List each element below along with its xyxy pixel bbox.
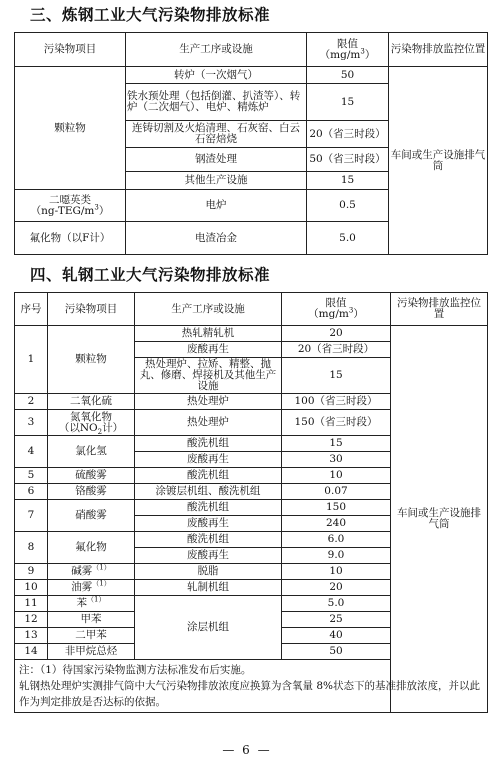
monitor-location-cell: 车间或生产设施排气筒 bbox=[391, 326, 488, 713]
header-pollutant: 污染物项目 bbox=[48, 293, 135, 326]
row-number-cell: 7 bbox=[15, 500, 48, 532]
pollutant-cell: 氟化物 bbox=[48, 532, 135, 564]
row-number-cell: 13 bbox=[15, 628, 48, 644]
limit-cell: 50 bbox=[307, 67, 389, 84]
process-cell: 其他生产设施 bbox=[126, 172, 307, 190]
process-cell: 轧制机组 bbox=[135, 580, 282, 596]
process-cell: 热轧精轧机 bbox=[135, 326, 282, 342]
process-cell: 废酸再生 bbox=[135, 452, 282, 468]
limit-cell: 6.0 bbox=[282, 532, 391, 548]
limit-cell: 40 bbox=[282, 628, 391, 644]
table-row bbox=[15, 67, 488, 84]
header-location: 污染物排放监控位置 bbox=[391, 293, 488, 326]
limit-cell: 240 bbox=[282, 516, 391, 532]
row-number-cell: 2 bbox=[15, 394, 48, 410]
limit-cell: 25 bbox=[282, 612, 391, 628]
process-cell: 酸洗机组 bbox=[135, 500, 282, 516]
limit-cell: 20 bbox=[282, 580, 391, 596]
pollutant-cell: 二噁英类 $(ng-TEG/m^3)$ bbox=[15, 190, 126, 222]
limit-cell: 5.0 bbox=[307, 222, 389, 255]
process-cell: 酸洗机组 bbox=[135, 436, 282, 452]
pollutant-cell: 氯化氢 bbox=[48, 436, 135, 468]
pollutant-cell: 铬酸雾 bbox=[48, 484, 135, 500]
process-cell: 酸洗机组 bbox=[135, 468, 282, 484]
limit-cell: 15 bbox=[282, 436, 391, 452]
header-no: 序号 bbox=[15, 293, 48, 326]
header-pollutant: 污染物项目 bbox=[15, 33, 126, 67]
header-location: 污染物排放监控位置 bbox=[389, 33, 488, 67]
row-number-cell: 14 bbox=[15, 644, 48, 660]
pollutant-cell: 油雾$^{(1)}$ bbox=[48, 580, 135, 596]
process-cell: 热处理炉、拉矫、精整、抛丸、修磨、焊接机及其他生产设施 bbox=[135, 358, 282, 394]
pollutant-cell: 氟化物（以F计） bbox=[15, 222, 126, 255]
pollutant-cell: 硫酸雾 bbox=[48, 468, 135, 484]
limit-cell: 5.0 bbox=[282, 596, 391, 612]
steelmaking-emission-table bbox=[14, 32, 488, 255]
limit-cell: 9.0 bbox=[282, 548, 391, 564]
process-cell: 废酸再生 bbox=[135, 342, 282, 358]
limit-cell: 30 bbox=[282, 452, 391, 468]
pollutant-cell: 非甲烷总烃 bbox=[48, 644, 135, 660]
table-row bbox=[15, 326, 488, 342]
pollutant-cell: 甲苯 bbox=[48, 612, 135, 628]
process-cell: 涂层机组 bbox=[135, 596, 282, 660]
process-cell: 脱脂 bbox=[135, 564, 282, 580]
row-number-cell: 5 bbox=[15, 468, 48, 484]
limit-cell: 150（省三时段） bbox=[282, 410, 391, 436]
process-cell: 废酸再生 bbox=[135, 516, 282, 532]
process-cell: 钢渣处理 bbox=[126, 148, 307, 172]
pollutant-cell: 二甲苯 bbox=[48, 628, 135, 644]
limit-cell: 20（省三时段） bbox=[307, 121, 389, 148]
table-header-row bbox=[15, 293, 488, 326]
row-number-cell: 9 bbox=[15, 564, 48, 580]
pollutant-cell: 苯$^{(1)}$ bbox=[48, 596, 135, 612]
row-number-cell: 6 bbox=[15, 484, 48, 500]
limit-cell: 100（省三时段） bbox=[282, 394, 391, 410]
row-number-cell: 8 bbox=[15, 532, 48, 564]
process-cell: 铁水预处理（包括倒灌、扒渣等）、转炉（二次烟气）、电炉、精炼炉 bbox=[126, 84, 307, 121]
limit-cell: 10 bbox=[282, 564, 391, 580]
limit-cell: 10 bbox=[282, 468, 391, 484]
limit-cell: 0.5 bbox=[307, 190, 389, 222]
monitor-location-cell: 车间或生产设施排气筒 bbox=[389, 67, 488, 255]
process-cell: 酸洗机组 bbox=[135, 532, 282, 548]
limit-cell: 15 bbox=[307, 84, 389, 121]
header-process: 生产工序或设施 bbox=[135, 293, 282, 326]
table-note-row bbox=[15, 660, 488, 713]
process-cell: 转炉（一次烟气） bbox=[126, 67, 307, 84]
process-cell: 热处理炉 bbox=[135, 394, 282, 410]
limit-cell: 15 bbox=[282, 358, 391, 394]
table3-title: 三、炼钢工业大气污染物排放标准 bbox=[30, 6, 271, 24]
row-number-cell: 12 bbox=[15, 612, 48, 628]
limit-cell: 50 bbox=[282, 644, 391, 660]
pollutant-cell: 硝酸雾 bbox=[48, 500, 135, 532]
header-process: 生产工序或设施 bbox=[126, 33, 307, 67]
limit-cell: 50（省三时段） bbox=[307, 148, 389, 172]
process-cell: 涂镀层机组、酸洗机组 bbox=[135, 484, 282, 500]
pollutant-cell: 颗粒物 bbox=[15, 67, 126, 190]
limit-cell: 20 bbox=[282, 326, 391, 342]
page-number: — 6 — bbox=[222, 743, 272, 757]
limit-cell: 150 bbox=[282, 500, 391, 516]
header-limit: 限值 $(mg/m^3)$ bbox=[307, 33, 389, 67]
pollutant-cell: 氮氧化物 （以$NO_2$计） bbox=[48, 410, 135, 436]
row-number-cell: 3 bbox=[15, 410, 48, 436]
limit-cell: 15 bbox=[307, 172, 389, 190]
header-limit: 限值 $(mg/m^3)$ bbox=[282, 293, 391, 326]
row-number-cell: 1 bbox=[15, 326, 48, 394]
row-number-cell: 11 bbox=[15, 596, 48, 612]
process-cell: 电炉 bbox=[126, 190, 307, 222]
process-cell: 电渣冶金 bbox=[126, 222, 307, 255]
pollutant-cell: 碱雾$^{(1)}$ bbox=[48, 564, 135, 580]
pollutant-cell: 颗粒物 bbox=[48, 326, 135, 394]
table4-title: 四、轧钢工业大气污染物排放标准 bbox=[30, 266, 271, 284]
process-cell: 热处理炉 bbox=[135, 410, 282, 436]
process-cell: 连铸切割及火焰清理、石灰窑、白云石窑焙烧 bbox=[126, 121, 307, 148]
row-number-cell: 4 bbox=[15, 436, 48, 468]
row-number-cell: 10 bbox=[15, 580, 48, 596]
pollutant-cell: 二氧化硫 bbox=[48, 394, 135, 410]
process-cell: 废酸再生 bbox=[135, 548, 282, 564]
steel-rolling-emission-table bbox=[14, 292, 488, 713]
limit-cell: 20（省三时段） bbox=[282, 342, 391, 358]
limit-cell: 0.07 bbox=[282, 484, 391, 500]
table-note: 注：（1）待国家污染物监测方法标准发布后实施。 轧钢热处理炉实测排气筒中大气污染物排放浓度应换算为含氧量 8%状态下的基准排放浓度，并以此作为判定排放是否达标的依据。 bbox=[15, 660, 488, 713]
table-header-row bbox=[15, 33, 488, 67]
